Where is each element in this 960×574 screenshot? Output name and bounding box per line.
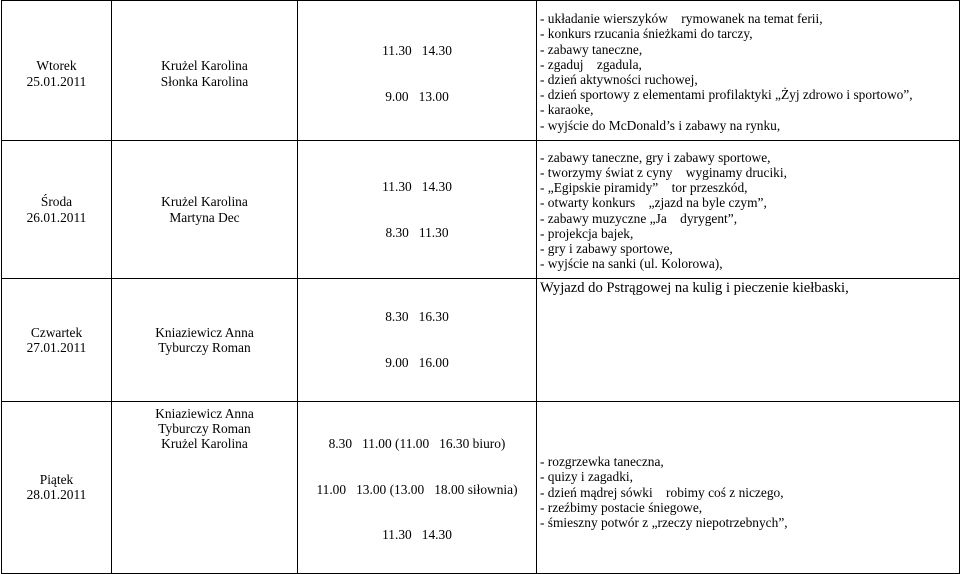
activity-item: - zgaduj zgadula, [540, 56, 642, 72]
day-cell [2, 401, 112, 573]
staff-cell [112, 1, 298, 141]
day-name: Piątek [39, 472, 74, 488]
hours-line: 8.30 11.00 (11.00 16.30 biuro) [328, 436, 506, 452]
activities-cell [537, 1, 960, 141]
hours-line: 11.30 14.30 [382, 527, 452, 543]
activity-item: - śmieszny potwór z „rzeczy niepotrzebnych”, [540, 515, 788, 531]
staff-name: Tyburczy Roman [158, 420, 251, 436]
activity-item: - „Egipskie piramidy” tor przeszkód, [540, 180, 748, 196]
staff-name: Krużel Karolina [161, 436, 248, 452]
activity-item: - dzień sportowy z elementami profilaktyki „Żyj zdrowo i sportowo”, [540, 87, 913, 103]
staff-cell [112, 279, 298, 402]
activity-item: - układanie wierszyków rymowanek na temat ferii, [540, 11, 823, 27]
table-row [2, 141, 960, 279]
hours-line: 11.00 13.00 (13.00 18.00 siłownia) [316, 481, 518, 497]
activity-item: - otwarty konkurs „zjazd na byle czym”, [540, 195, 767, 211]
activity-item: - wyjście do McDonald’s i zabawy na rynku, [540, 117, 781, 133]
day-date: 28.01.2011 [26, 487, 87, 503]
staff-name: Kniaziewicz Anna [155, 324, 254, 340]
hours-line: 9.00 13.00 [385, 88, 449, 104]
hours-line: 8.30 11.30 [385, 224, 449, 240]
activity-item: - zabawy taneczne, gry i zabawy sportowe, [540, 149, 771, 165]
activity-item: - konkurs rzucania śnieżkami do tarczy, [540, 26, 753, 42]
day-date: 26.01.2011 [26, 209, 87, 225]
activity-item: - zabawy taneczne, [540, 41, 643, 57]
activity-item: - rozgrzewka taneczna, [540, 454, 664, 470]
staff-name: Kniaziewicz Anna [155, 405, 254, 421]
activities-cell [537, 141, 960, 279]
activity-item: - quizy i zagadki, [540, 469, 633, 485]
table-row [2, 1, 960, 141]
activity-item: - rzeźbimy postacie śniegowe, [540, 499, 703, 515]
hours-line: 8.30 16.30 [385, 309, 449, 325]
table-row [2, 401, 960, 573]
hours-cell [298, 401, 537, 573]
staff-cell [112, 401, 298, 573]
staff-name: Martyna Dec [169, 209, 240, 225]
hours-cell [298, 279, 537, 402]
activity-item: - projekcja bajek, [540, 225, 634, 241]
activity-item: - tworzymy świat z cyny wyginamy druciki, [540, 164, 787, 180]
activity-item: - zabawy muzyczne „Ja dyrygent”, [540, 210, 738, 226]
day-cell [2, 279, 112, 402]
activity-item: - dzień aktywności ruchowej, [540, 72, 698, 87]
staff-name: Krużel Karolina [161, 58, 248, 74]
activity-item: Wyjazd do Pstrągowej na kulig i pieczenie kiełbaski, [540, 280, 849, 296]
staff-cell [112, 141, 298, 279]
activities-cell [537, 279, 960, 402]
hours-line: 11.30 14.30 [382, 179, 452, 195]
hours-cell [298, 141, 537, 279]
day-date: 27.01.2011 [26, 339, 87, 355]
activities-cell [537, 401, 960, 573]
activity-item: - wyjście na sanki (ul. Kolorowa), [540, 256, 723, 272]
table-row [2, 279, 960, 402]
day-name: Wtorek [36, 58, 77, 74]
day-date: 25.01.2011 [26, 73, 87, 89]
activity-item: - gry i zabawy sportowe, [540, 240, 673, 256]
day-cell [2, 141, 112, 279]
hours-cell [298, 1, 537, 141]
hours-line: 11.30 14.30 [382, 43, 452, 59]
activity-item: - karaoke, [540, 102, 594, 118]
staff-name: Krużel Karolina [161, 194, 248, 210]
activity-item: - dzień mądrej sówki robimy coś z niczego, [540, 484, 784, 500]
hours-line: 9.00 16.00 [385, 355, 449, 371]
day-name: Środa [40, 194, 73, 210]
staff-name: Tyburczy Roman [158, 339, 251, 355]
schedule-table [1, 0, 960, 574]
day-cell [2, 1, 112, 141]
staff-name: Słonka Karolina [160, 73, 249, 89]
day-name: Czwartek [30, 324, 83, 340]
